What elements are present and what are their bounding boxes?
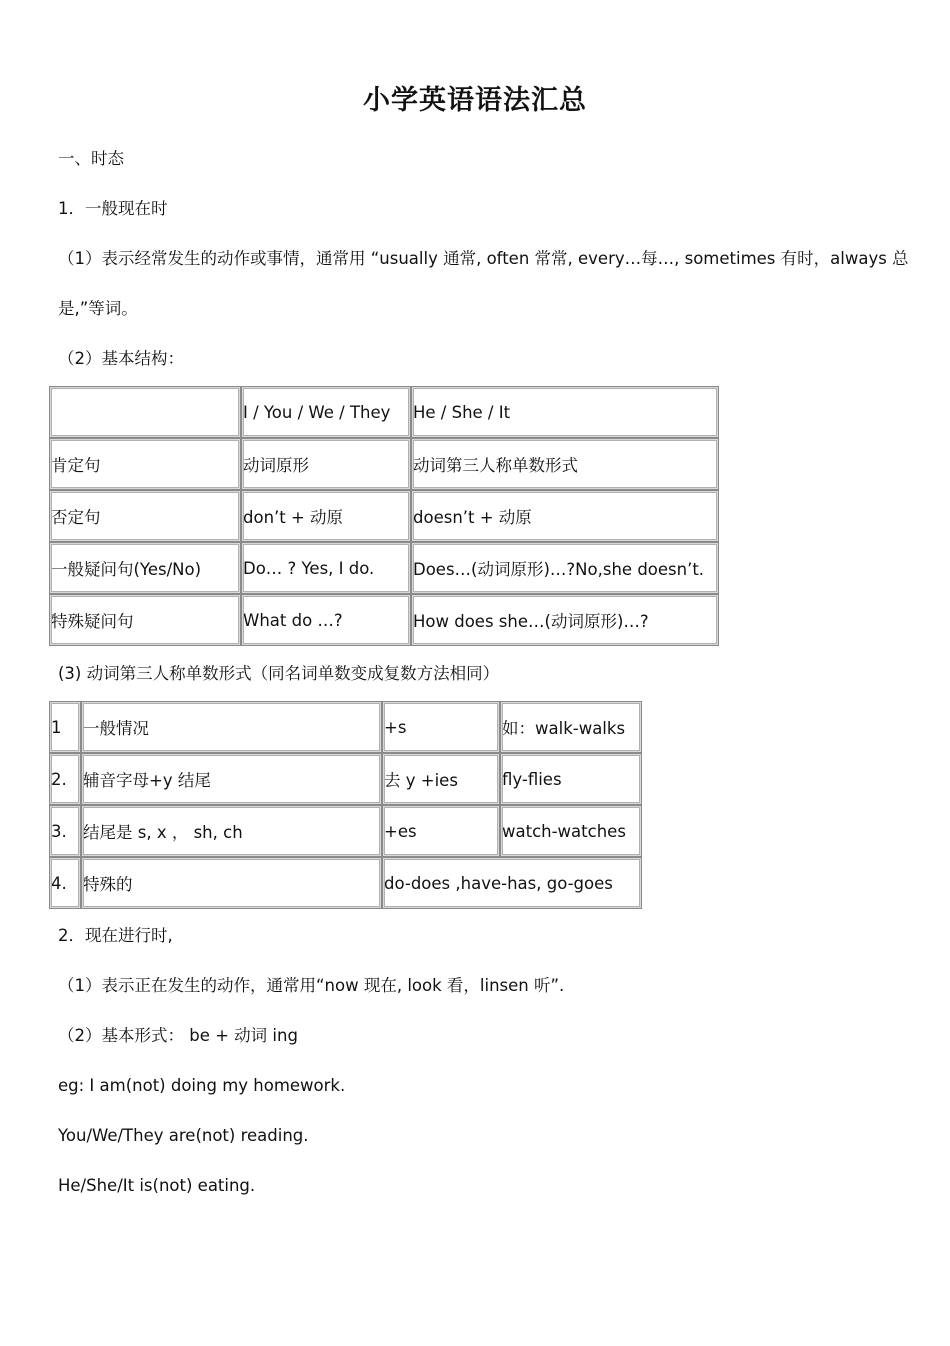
table-cell: 2. xyxy=(49,753,81,805)
table-cell: 否定句 xyxy=(49,490,241,542)
paragraph-third-person-rules: (3) 动词第三人称单数形式（同名词单数变成复数方法相同） xyxy=(58,664,500,683)
table-cell: 4. xyxy=(49,857,81,909)
paragraph-continuous-usage: （1）表示正在发生的动作，通常用“now 现在, look 看，linsen 听”. xyxy=(58,976,565,995)
table-cell: doesn’t + 动原 xyxy=(411,490,719,542)
table-cell: fly-flies xyxy=(500,753,642,805)
table-cell: don’t + 动原 xyxy=(241,490,411,542)
paragraph-continuous-form: （2）基本形式： be + 动词 ing xyxy=(58,1026,298,1045)
table-cell: What do …? xyxy=(241,594,411,646)
table-cell: Does…(动词原形)…?No,she doesn’t. xyxy=(411,542,719,594)
table-row xyxy=(49,438,719,490)
example-sentence-2: You/We/They are(not) reading. xyxy=(58,1126,309,1145)
table-cell: +es xyxy=(382,805,500,857)
table-cell: 特殊的 xyxy=(81,857,382,909)
table-row xyxy=(49,805,642,857)
table-cell: +s xyxy=(382,701,500,753)
third-person-singular-table xyxy=(49,701,642,909)
paragraph-basic-structure: （2）基本结构： xyxy=(58,349,184,368)
simple-present-structure-table xyxy=(49,386,719,646)
table-cell: 动词原形 xyxy=(241,438,411,490)
table-header-row xyxy=(49,386,719,438)
table-cell: 去 y +ies xyxy=(382,753,500,805)
table-cell: watch-watches xyxy=(500,805,642,857)
table-cell: 3. xyxy=(49,805,81,857)
table-cell: Do… ? Yes, I do. xyxy=(241,542,411,594)
table-row xyxy=(49,701,642,753)
table-row xyxy=(49,542,719,594)
subheading-present-continuous: 2．现在进行时, xyxy=(58,926,173,945)
table-cell: 肯定句 xyxy=(49,438,241,490)
table-cell: 一般疑问句(Yes/No) xyxy=(49,542,241,594)
table-header-cell: I / You / We / They xyxy=(241,386,411,438)
table-cell: How does she…(动词原形)…? xyxy=(411,594,719,646)
table-cell: 一般情况 xyxy=(81,701,382,753)
table-cell: 1 xyxy=(49,701,81,753)
table-header-cell: He / She / It xyxy=(411,386,719,438)
subheading-simple-present: 1．一般现在时 xyxy=(58,199,168,218)
table-row xyxy=(49,594,719,646)
table-cell: 动词第三人称单数形式 xyxy=(411,438,719,490)
table-cell: 辅音字母+y 结尾 xyxy=(81,753,382,805)
table-row xyxy=(49,490,719,542)
table-cell: 特殊疑问句 xyxy=(49,594,241,646)
paragraph-usage-line-1: （1）表示经常发生的动作或事情，通常用 “usually 通常, often 常常, every…每…, sometimes 有时，always 总 xyxy=(58,249,909,268)
table-row xyxy=(49,857,642,909)
paragraph-usage-line-2: 是,”等词。 xyxy=(58,299,138,318)
page-title: 小学英语语法汇总 xyxy=(363,85,587,116)
table-header-cell xyxy=(49,386,241,438)
table-row xyxy=(49,753,642,805)
section-heading-tense: 一、时态 xyxy=(58,149,124,168)
table-cell: 结尾是 s, x ， sh, ch xyxy=(81,805,382,857)
table-cell: 如：walk-walks xyxy=(500,701,642,753)
example-sentence-1: eg: I am(not) doing my homework. xyxy=(58,1076,346,1095)
table-cell: do-does ,have-has, go-goes xyxy=(382,857,642,909)
example-sentence-3: He/She/It is(not) eating. xyxy=(58,1176,256,1195)
